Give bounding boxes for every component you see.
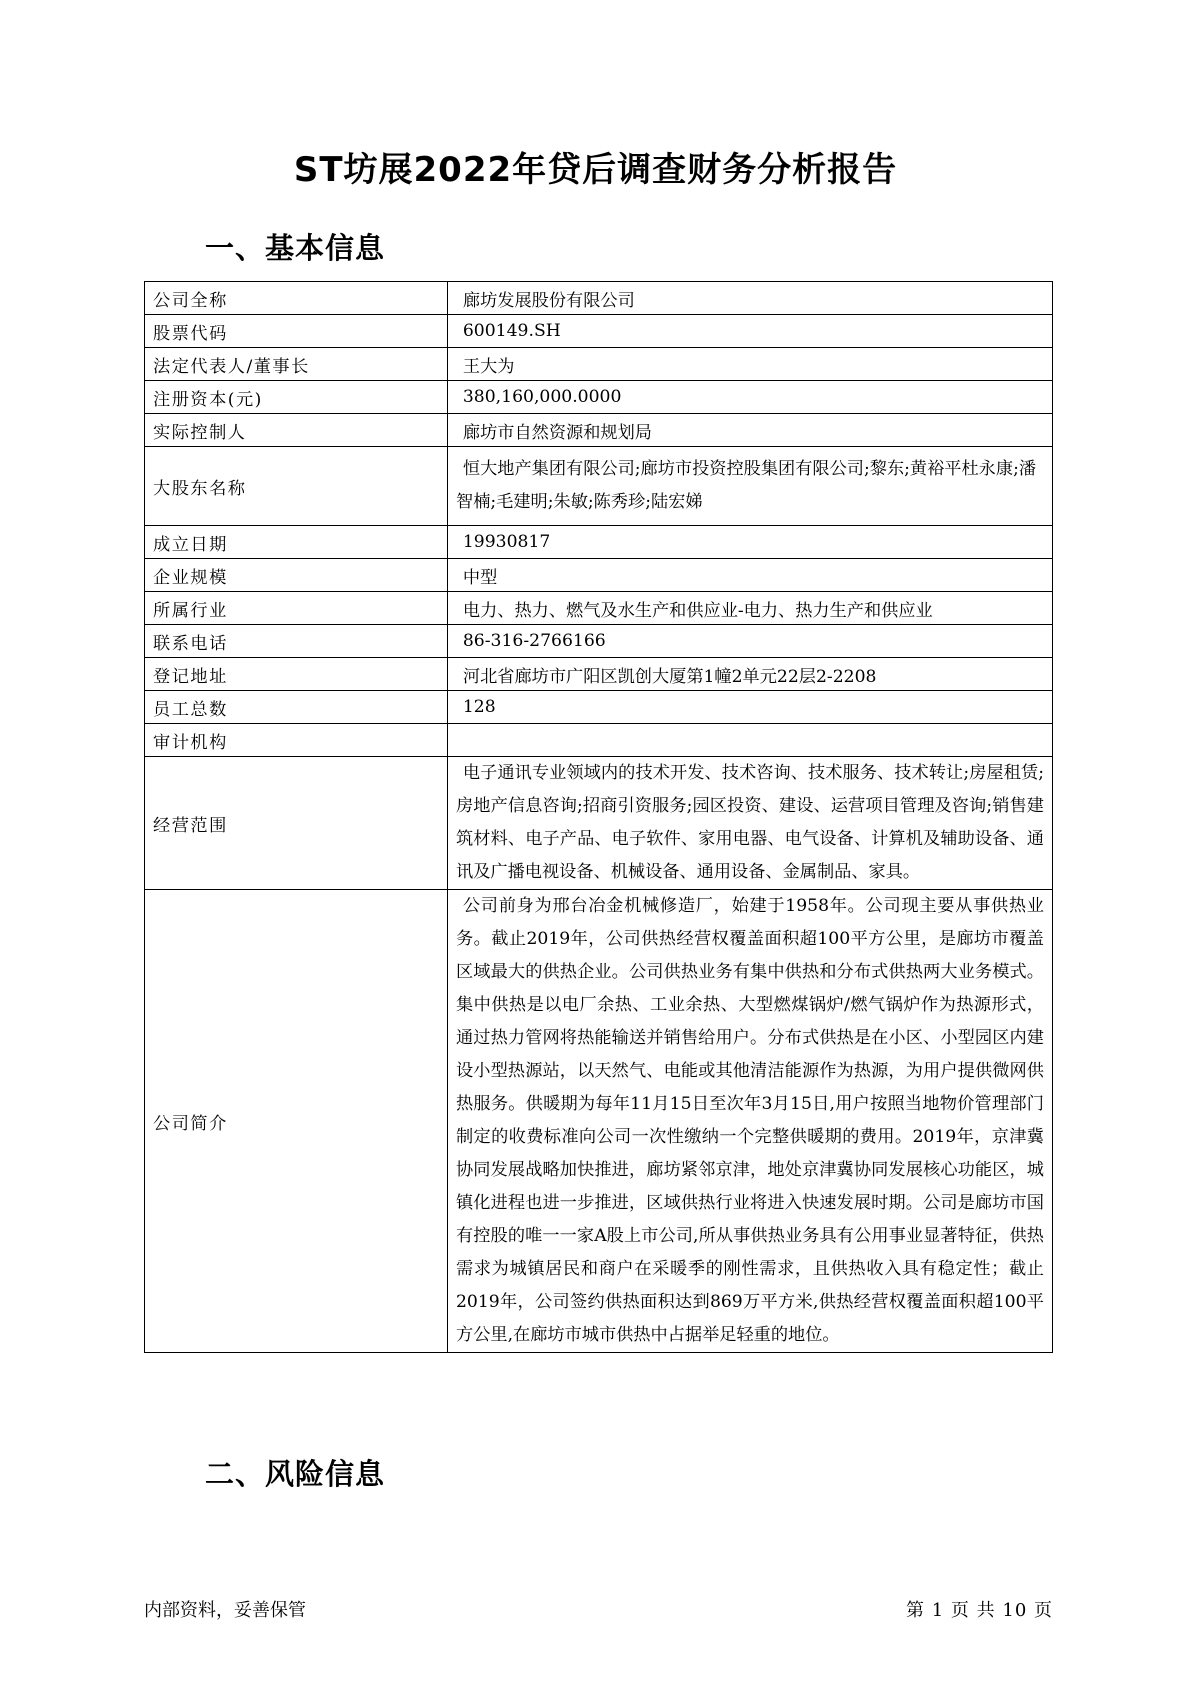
row-business-scope (145, 757, 1053, 890)
business-scope-value: 电子通讯专业领域内的技术开发、技术咨询、技术服务、技术转让;房屋租赁;房地产信息咨询;招商引资服务;园区投资、建设、运营项目管理及咨询;销售建筑材料、电子产品、电子软件、家用电器、电气设备、计算机及辅助设备、通讯及广播电视设备、机械设备、通用设备、金属制品、家具。 (456, 763, 1044, 882)
employees-value: 128 (448, 691, 1053, 724)
auditor-label: 审计机构 (145, 724, 448, 757)
controller-label: 实际控制人 (145, 414, 448, 447)
stock-code-value: 600149.SH (448, 315, 1053, 348)
profile-label: 公司简介 (145, 890, 448, 1353)
report-title: ST坊展2022年贷后调查财务分析报告 (293, 150, 898, 190)
company-name-value: 廊坊发展股份有限公司 (448, 282, 1053, 315)
row-address (145, 658, 1053, 691)
controller-value: 廊坊市自然资源和规划局 (448, 414, 1053, 447)
row-phone (145, 625, 1053, 658)
section-risk-info-heading: 二、风险信息 (205, 1457, 386, 1491)
industry-label: 所属行业 (145, 592, 448, 625)
row-reg-capital (145, 381, 1053, 414)
legal-rep-value: 王大为 (448, 348, 1053, 381)
row-stock-code (145, 315, 1053, 348)
employees-label: 员工总数 (145, 691, 448, 724)
industry-value: 电力、热力、燃气及水生产和供应业-电力、热力生产和供应业 (448, 592, 1053, 625)
auditor-value (448, 724, 1053, 757)
phone-value: 86-316-2766166 (448, 625, 1053, 658)
address-value: 河北省廊坊市广阳区凯创大厦第1幢2单元22层2-2208 (448, 658, 1053, 691)
profile-value: 公司前身为邢台冶金机械修造厂，始建于1958年。公司现主要从事供热业务。截止2019年，公司供热经营权覆盖面积超100平方公里，是廊坊市覆盖区域最大的供热企业。公司供热业务有集中供热和分布式供热两大业务模式。集中供热是以电厂余热、工业余热、大型燃煤锅炉/燃气锅炉作为热源形式，通过热力管网将热能输送并销售给用户。分布式供热是在小区、小型园区内建设小型热源站，以天然气、电能或其他清洁能源作为热源，为用户提供微网供热服务。供暖期为每年11月15日至次年3月15日,用户按照当地物价管理部门制定的收费标准向公司一次性缴纳一个完整供暖期的费用。2019年，京津冀协同发展战略加快推进，廊坊紧邻京津，地处京津冀协同发展核心功能区，城镇化进程也进一步推进，区域供热行业将进入快速发展时期。公司是廊坊市国有控股的唯一一家A股上市公司,所从事供热业务具有公用事业显著特征，供热需求为城镇居民和商户在采暖季的刚性需求，且供热收入具有稳定性；截止2019年，公司签约供热面积达到869万平方米,供热经营权覆盖面积超100平方公里,在廊坊市城市供热中占据举足轻重的地位。 (456, 896, 1044, 1345)
company-name-label: 公司全称 (145, 282, 448, 315)
legal-rep-label: 法定代表人/董事长 (145, 348, 448, 381)
business-scope-label: 经营范围 (145, 757, 448, 890)
business-scope-cell (448, 757, 1053, 890)
founded-label: 成立日期 (145, 526, 448, 559)
footer-page-number: 第 1 页 共 10 页 (906, 1600, 1053, 1621)
profile-cell (448, 890, 1053, 1353)
phone-label: 联系电话 (145, 625, 448, 658)
row-shareholders (145, 447, 1053, 526)
shareholders-cell (448, 447, 1053, 526)
row-profile (145, 890, 1053, 1353)
row-founded (145, 526, 1053, 559)
address-label: 登记地址 (145, 658, 448, 691)
row-legal-rep (145, 348, 1053, 381)
row-company-name (145, 282, 1053, 315)
row-employees (145, 691, 1053, 724)
scale-label: 企业规模 (145, 559, 448, 592)
footer-confidential: 内部资料，妥善保管 (144, 1600, 306, 1621)
shareholders-value: 恒大地产集团有限公司;廊坊市投资控股集团有限公司;黎东;黄裕平杜永康;潘智楠;毛建明;朱敏;陈秀珍;陆宏娣 (456, 459, 1037, 512)
row-controller (145, 414, 1053, 447)
shareholders-label: 大股东名称 (145, 447, 448, 526)
section-basic-info-heading: 一、基本信息 (205, 231, 386, 265)
row-industry (145, 592, 1053, 625)
reg-capital-value: 380,160,000.0000 (448, 381, 1053, 414)
row-auditor (145, 724, 1053, 757)
scale-value: 中型 (448, 559, 1053, 592)
reg-capital-label: 注册资本(元) (145, 381, 448, 414)
founded-value: 19930817 (448, 526, 1053, 559)
basic-info-table (144, 281, 1053, 1353)
stock-code-label: 股票代码 (145, 315, 448, 348)
row-scale (145, 559, 1053, 592)
